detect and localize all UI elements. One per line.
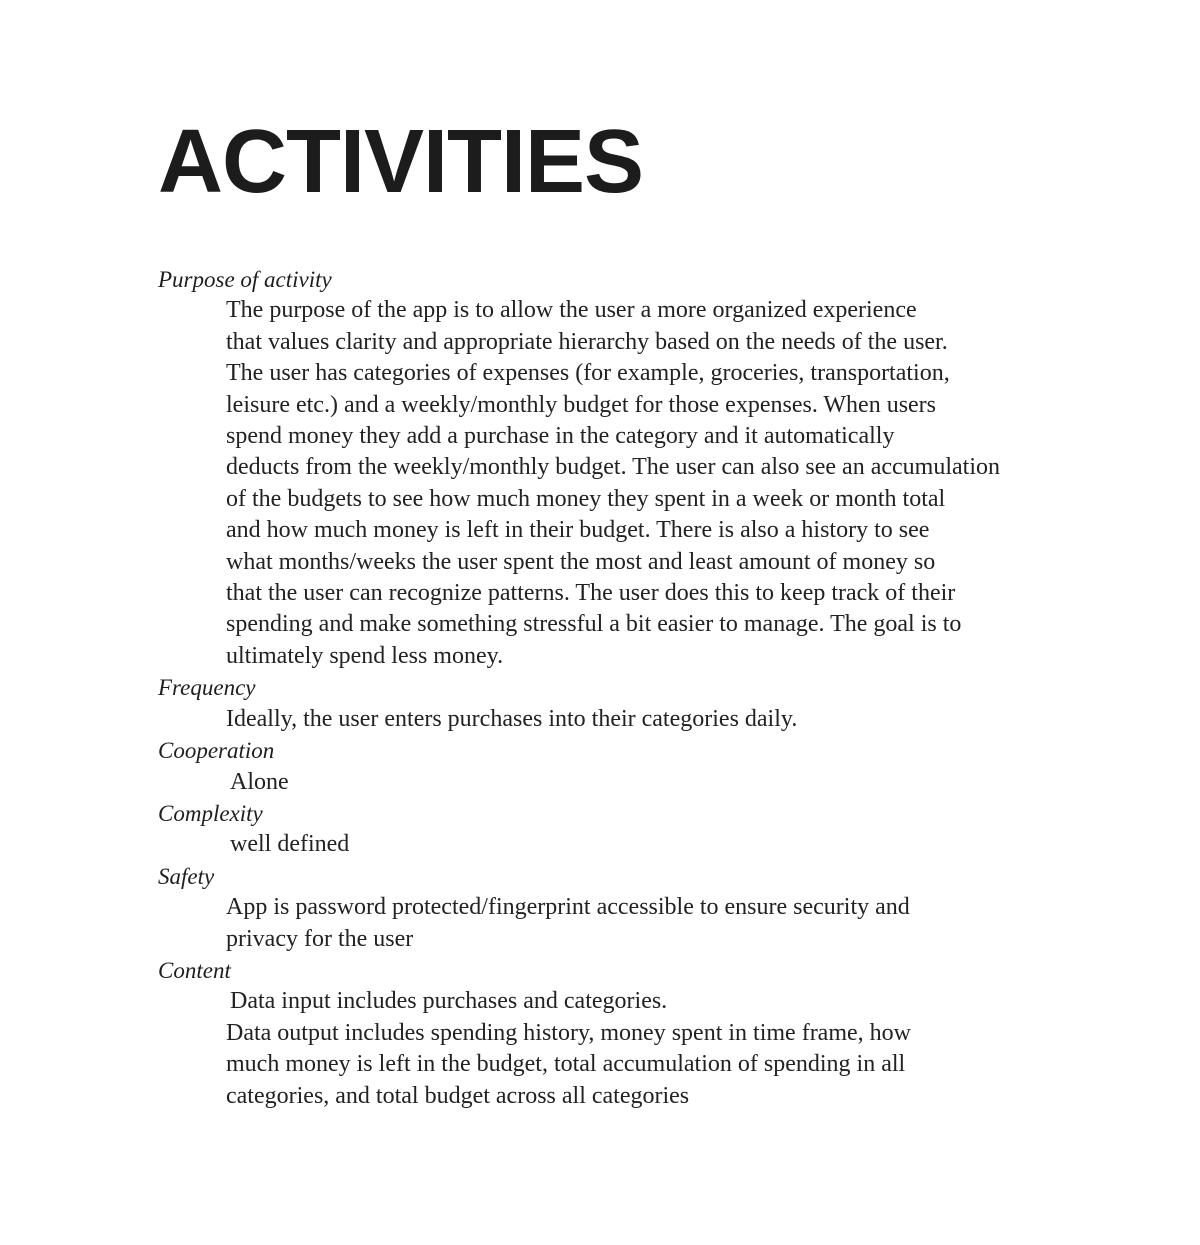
purpose-line: that the user can recognize patterns. The user does this to keep track of their <box>226 580 956 607</box>
section-purpose <box>158 264 1058 672</box>
safety-line: App is password protected/fingerprint accessible to ensure security and <box>226 894 910 921</box>
page-title: ACTIVITIES <box>158 112 644 212</box>
content-output-line: Data output includes spending history, money spent in time frame, how <box>226 1019 911 1046</box>
purpose-line: spending and make something stressful a bit easier to manage. The goal is to <box>226 611 962 638</box>
section-body-purpose <box>158 295 1026 672</box>
purpose-line: The user has categories of expenses (for example, groceries, transportation, <box>226 360 950 387</box>
section-label-complexity: Complexity <box>158 800 263 826</box>
safety-line: privacy for the user <box>226 925 414 952</box>
purpose-line: The purpose of the app is to allow the user a more organized experience <box>226 297 917 324</box>
purpose-line: ultimately spend less money. <box>226 642 504 669</box>
section-body-content <box>158 986 1026 1112</box>
section-label-cooperation: Cooperation <box>158 738 275 764</box>
section-content <box>158 955 1058 1112</box>
cooperation-text: Alone <box>230 768 289 795</box>
purpose-line: leisure etc.) and a weekly/monthly budget for those expenses. When users <box>226 391 937 418</box>
section-label-purpose: Purpose of activity <box>158 267 332 292</box>
activities-content <box>158 264 1058 1112</box>
section-label-frequency: Frequency <box>158 675 256 701</box>
section-body-safety <box>158 892 1026 955</box>
purpose-line: of the budgets to see how much money they spent in a week or month total <box>226 485 946 512</box>
section-safety <box>158 861 1058 955</box>
purpose-line: that values clarity and appropriate hierarchy based on the needs of the user. <box>226 328 948 355</box>
complexity-text: well defined <box>230 831 350 858</box>
content-output-line: categories, and total budget across all categories <box>226 1082 690 1109</box>
section-body-complexity <box>158 829 1026 860</box>
section-body-cooperation <box>158 767 1026 798</box>
section-body-frequency <box>158 704 1026 735</box>
section-frequency <box>158 672 1058 735</box>
purpose-line: deducts from the weekly/monthly budget. The user can also see an accumulation <box>226 454 1000 481</box>
section-label-safety: Safety <box>158 863 215 889</box>
purpose-line: what months/weeks the user spent the most and least amount of money so <box>226 548 936 575</box>
content-output-line: much money is left in the budget, total accumulation of spending in all <box>226 1051 906 1078</box>
purpose-line: and how much money is left in their budget. There is also a history to see <box>226 517 930 544</box>
content-input-text: Data input includes purchases and categories. <box>230 988 668 1015</box>
section-label-content: Content <box>158 957 231 983</box>
section-complexity <box>158 798 1058 861</box>
section-cooperation <box>158 735 1058 798</box>
purpose-line: spend money they add a purchase in the category and it automatically <box>226 423 895 450</box>
frequency-text: Ideally, the user enters purchases into their categories daily. <box>226 705 798 732</box>
